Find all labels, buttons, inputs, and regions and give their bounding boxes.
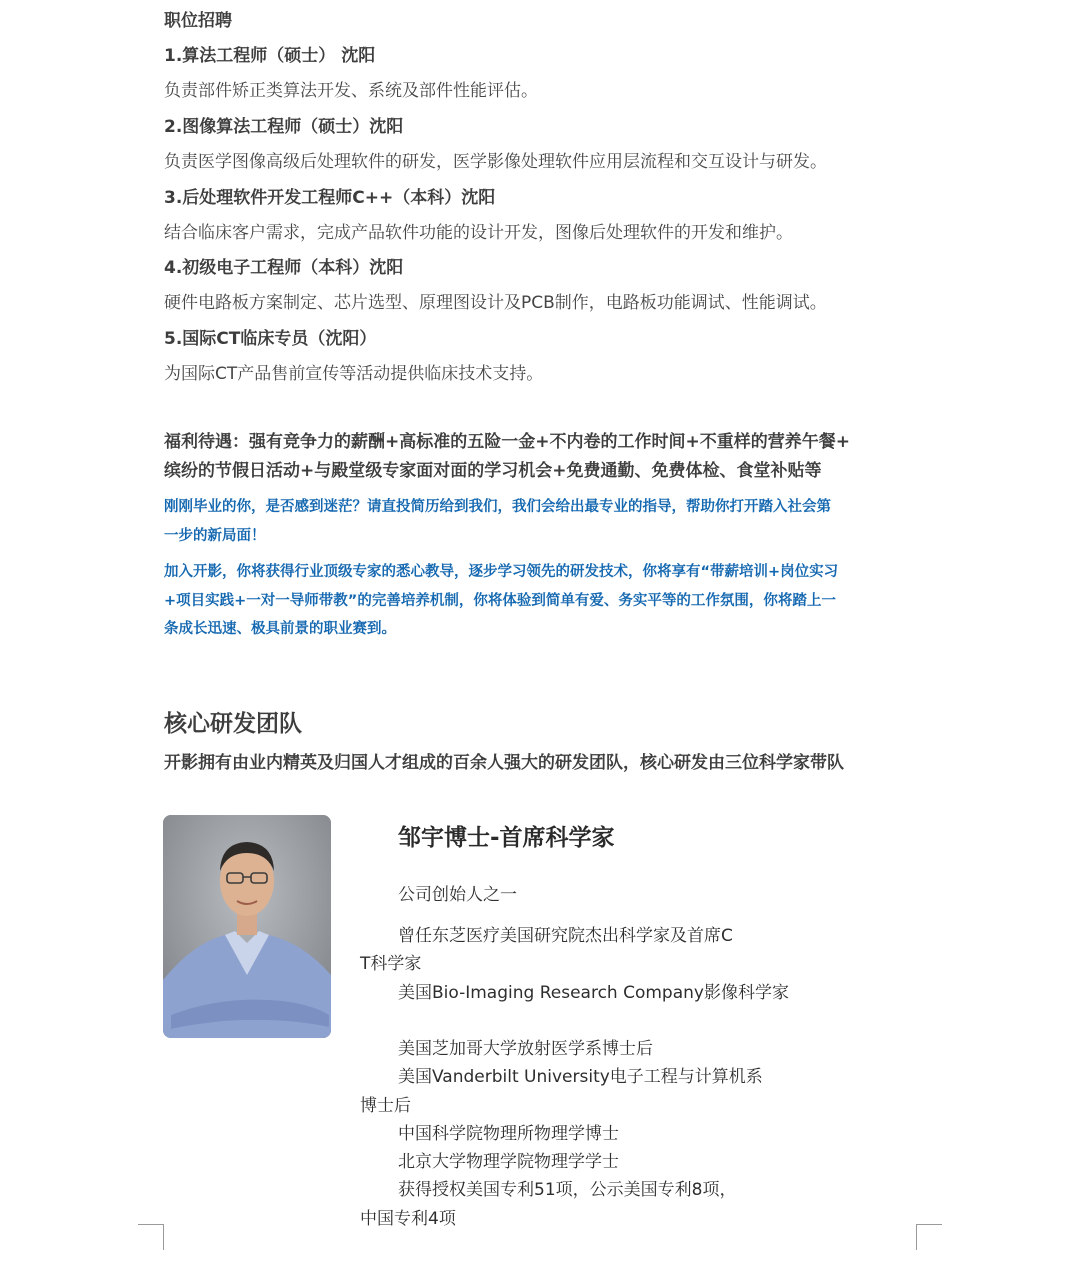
job-title: 4.初级电子工程师（本科）沈阳 (164, 258, 404, 278)
job-description: 结合临床客户需求，完成产品软件功能的设计开发，图像后处理软件的开发和维护。 (164, 223, 793, 243)
paragraph-line: 刚刚毕业的你，是否感到迷茫？请直投简历给到我们，我们会给出最专业的指导，帮助你打开踏入社会第 (164, 499, 831, 515)
page-crop-mark-right (916, 1224, 942, 1250)
benefits-line: 福利待遇：强有竞争力的薪酬+高标准的五险一金+不内卷的工作时间+不重样的营养午餐+ (164, 432, 850, 452)
bio-line: 北京大学物理学院物理学学士 (398, 1152, 619, 1172)
bio-line: 博士后 (360, 1096, 411, 1116)
page-crop-mark-left (138, 1224, 164, 1250)
benefits-line: 缤纷的节假日活动+与殿堂级专家面对面的学习机会+免费通勤、免费体检、食堂补贴等 (164, 461, 822, 481)
job-title: 1.算法工程师（硕士） 沈阳 (164, 46, 376, 66)
bio-line: 美国Bio-Imaging Research Company影像科学家 (398, 983, 789, 1003)
job-description: 负责医学图像高级后处理软件的研发，医学影像处理软件应用层流程和交互设计与研发。 (164, 152, 827, 172)
team-subtitle: 开影拥有由业内精英及归国人才组成的百余人强大的研发团队，核心研发由三位科学家带队 (164, 753, 844, 773)
team-title: 核心研发团队 (164, 711, 302, 737)
paragraph-line: +项目实践+一对一导师带教”的完善培养机制，你将体验到简单有爱、务实平等的工作氛围，你将踏上一 (164, 592, 836, 609)
bio-line: 中国科学院物理所物理学博士 (398, 1124, 619, 1144)
job-title: 3.后处理软件开发工程师C++（本科）沈阳 (164, 188, 496, 208)
job-title: 5.国际CT临床专员（沈阳） (164, 329, 377, 349)
bio-line: 公司创始人之一 (398, 885, 517, 905)
bio-line: 美国Vanderbilt University电子工程与计算机系 (398, 1067, 763, 1087)
bio-line: 曾任东芝医疗美国研究院杰出科学家及首席C (398, 926, 733, 946)
portrait-image (163, 815, 331, 1038)
graduate-invite-paragraph (164, 493, 831, 550)
paragraph-line: 一步的新局面！ (164, 527, 266, 544)
bio-line: T科学家 (360, 954, 422, 974)
job-description: 为国际CT产品售前宣传等活动提供临床技术支持。 (164, 364, 544, 384)
bio-line: 中国专利4项 (360, 1209, 456, 1229)
bio-line: 美国芝加哥大学放射医学系博士后 (398, 1039, 653, 1059)
job-title: 2.图像算法工程师（硕士）沈阳 (164, 117, 404, 137)
recruitment-heading: 职位招聘 (164, 11, 232, 31)
paragraph-line: 条成长迅速、极具前景的职业赛到。 (164, 621, 396, 637)
scientist-name: 邹宇博士-首席科学家 (398, 825, 615, 851)
job-description: 负责部件矫正类算法开发、系统及部件性能评估。 (164, 81, 538, 101)
join-invite-paragraph (164, 558, 838, 644)
job-description: 硬件电路板方案制定、芯片选型、原理图设计及PCB制作，电路板功能调试、性能调试。 (164, 293, 827, 313)
paragraph-line: 加入开影，你将获得行业顶级专家的悉心教导，逐步学习领先的研发技术，你将享有“带薪培训+岗位实习 (164, 564, 839, 580)
scientist-photo (163, 815, 331, 1038)
bio-line: 获得授权美国专利51项，公示美国专利8项， (398, 1180, 737, 1200)
benefits-text (164, 428, 850, 486)
